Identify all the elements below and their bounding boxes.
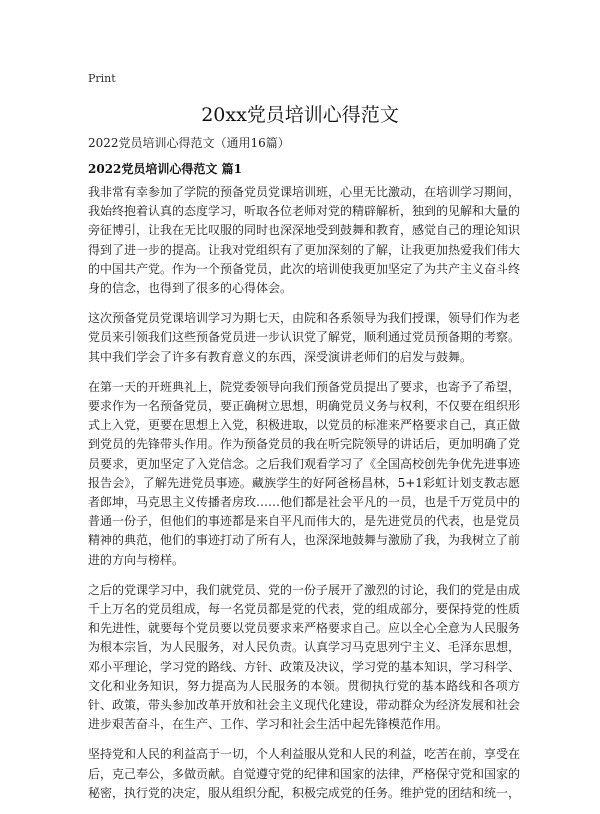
paragraph-5: 坚持党和人民的利益高于一切，个人利益服从党和人民的利益，吃苦在前，享受在后，克己奉公，多做贡献。自觉遵守党的纪律和国家的法律，严格保守党和国家的秘密，执行党的决定，服从组织分配，积极完成党的任务。维护党的团结和统一，: [88, 747, 521, 800]
paragraph-2: 这次预备党员党课培训学习为期七天，由院和各系领导为我们授课，领导们作为老党员来引领我们这些预备党员进一步认识党了解党，顺利通过党员预备期的考察。其中我们学会了许多有教育意义的东西，深受演讲老师们的启发与鼓舞。: [88, 311, 521, 364]
paragraph-4: 之后的党课学习中，我们就党员、党的一份子展开了激烈的讨论，我们的党是由成千上万名的党员组成，每一名党员都是党的代表，党的组成部分，要保持党的性质和先进性，就要每个党员要以党员要求来严格要求自己。应以全心全意为人民服务为根本宗旨，为人民服务，对人民负责。认真学习马克思列宁主义、毛泽东思想，邓小平理论，学习党的路线、方针、政策及决议，学习党的基本知识，学习科学、文化和业务知识，努力提高为人民服务的本领。贯彻执行党的基本路线和各项方针、政策，带头参加改革开放和社会主义现代化建设，带动群众为经济发展和社会进步艰苦奋斗，在生产、工作、学习和社会生活中起先锋模范作用。: [88, 582, 521, 732]
document-subtitle: 2022党员培训心得范文（通用16篇）: [88, 136, 290, 150]
document-title: 20xx党员培训心得范文: [201, 104, 399, 126]
article-body: [88, 183, 520, 814]
paragraph-1: 我非常有幸参加了学院的预备党员党课培训班，心里无比激动，在培训学习期间，我始终抱着认真的态度学习，听取各位老师对党的精辟解析，独到的见解和大量的旁征博引，让我在无比叹服的同时也深深地受到鼓舞和教育，感觉自己的理论知识得到了进一步的提高。让我对党组织有了更加深刻的了解，让我更加热爱我们伟大的中国共产党。作为一个预备党员，此次的培训使我更加坚定了为共产主义奋斗终身的信念，也得到了很多的心得体会。: [88, 185, 521, 296]
section-heading: 2022党员培训心得范文 篇1: [88, 162, 242, 176]
print-label[interactable]: Print: [88, 72, 116, 85]
paragraph-3: 在第一天的开班典礼上，院党委领导向我们预备党员提出了要求，也寄予了希望，要求作为一名预备党员，要正确树立思想，明确党员义务与权利，不仅要在组织形式上入党，更要在思想上入党，积极进取，以党员的标准来严格要求自己，真正做到党员的先锋带头作用。作为预备党员的我在听完院领导的讲话后，更加明确了党员要求，更加坚定了入党信念。之后我们观看学习了《全国高校创先争优先进事迹报告会》，了解先进党员事迹。藏族学生的好阿爸杨昌林，5+1彩虹计划支教志愿者郎坤，马克思主义传播者房玫……他们都是社会平凡的一员，也是千万党员中的普通一份子，但他们的事迹都是来自平凡而伟大的，是先进党员的代表，也是党员精神的典范，他们的事迹打动了所有人，也深深地鼓舞与激励了我，为我树立了前进的方向与榜样。: [88, 379, 521, 567]
